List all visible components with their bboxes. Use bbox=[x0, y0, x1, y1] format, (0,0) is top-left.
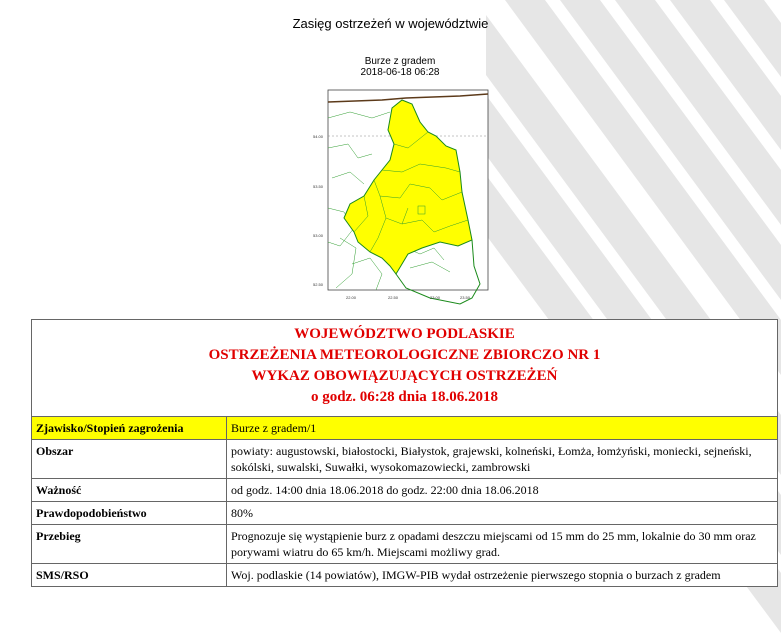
lat-label: 53.00 bbox=[313, 233, 324, 238]
row-label: Przebieg bbox=[32, 525, 227, 564]
row-value: od godz. 14:00 dnia 18.06.2018 do godz. 22:00 dnia 18.06.2018 bbox=[227, 479, 778, 502]
row-value: 80% bbox=[227, 502, 778, 525]
row-label: SMS/RSO bbox=[32, 564, 227, 587]
table-row-phenomenon bbox=[32, 417, 778, 440]
map-caption bbox=[300, 56, 500, 78]
row-label: Obszar bbox=[32, 440, 227, 479]
warning-report-table bbox=[31, 319, 778, 587]
row-value: Woj. podlaskie (14 powiatów), IMGW-PIB wydał ostrzeżenie pierwszego stopnia o burzach z gradem bbox=[227, 564, 778, 587]
map-phenomenon: Burze z gradem bbox=[364, 56, 436, 67]
lon-label: 22.50 bbox=[388, 295, 399, 300]
row-value: Burze z gradem/1 bbox=[227, 417, 778, 440]
row-value: powiaty: augustowski, białostocki, Białystok, grajewski, kolneński, Łomża, łomżyński, moniecki, sejneński, sokólski, suwalski, Suwałki, wysokomazowiecki, zambrowski bbox=[227, 440, 778, 479]
row-label: Prawdopodobieństwo bbox=[32, 502, 227, 525]
table-row-course bbox=[32, 525, 778, 564]
row-label: Ważność bbox=[32, 479, 227, 502]
lon-label: 23.50 bbox=[460, 295, 471, 300]
lat-label: 53.50 bbox=[313, 184, 324, 189]
lon-label: 23.00 bbox=[430, 295, 441, 300]
table-row-probability bbox=[32, 502, 778, 525]
row-label: Zjawisko/Stopień zagrożenia bbox=[32, 417, 227, 440]
report-header-bulletin: OSTRZEŻENIA METEOROLOGICZNE ZBIORCZO NR 1 bbox=[208, 347, 601, 363]
lat-label: 54.00 bbox=[313, 134, 324, 139]
report-header-time: o godz. 06:28 dnia 18.06.2018 bbox=[310, 389, 499, 405]
lon-label: 22.00 bbox=[346, 295, 357, 300]
report-header-list: WYKAZ OBOWIĄZUJĄCYCH OSTRZEŻEŃ bbox=[251, 368, 558, 384]
map-datetime: 2018-06-18 06:28 bbox=[360, 67, 440, 78]
report-header-row bbox=[32, 320, 778, 417]
lat-label: 52.50 bbox=[313, 282, 324, 287]
report-header bbox=[32, 320, 778, 417]
page-title: Zasięg ostrzeżeń w województwie bbox=[292, 16, 489, 31]
table-row-area bbox=[32, 440, 778, 479]
report-header-voivodeship: WOJEWÓDZTWO PODLASKIE bbox=[294, 326, 515, 342]
row-value: Prognozuje się wystąpienie burz z opadami deszczu miejscami od 15 mm do 25 mm, lokalnie do 30 mm oraz porywami wiatru do 65 km/h. Miejscami możliwy grad. bbox=[227, 525, 778, 564]
table-row-validity bbox=[32, 479, 778, 502]
table-row-sms-rso bbox=[32, 564, 778, 587]
warning-map bbox=[310, 88, 490, 312]
